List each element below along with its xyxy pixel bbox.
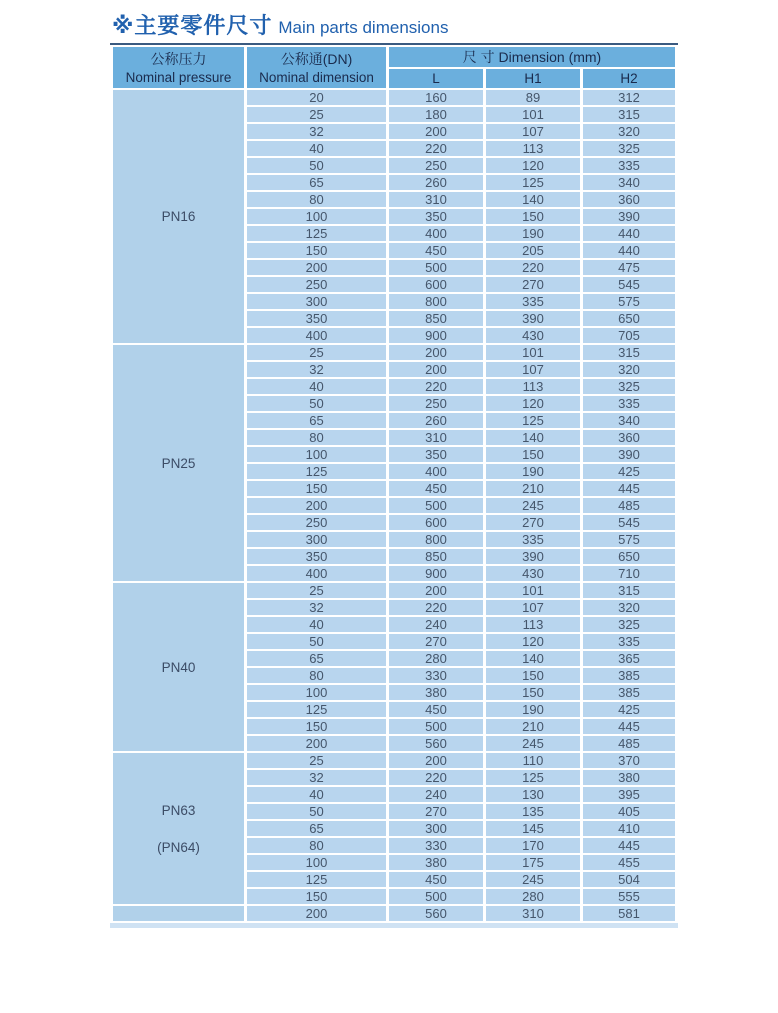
pressure-label-pn63: PN63 (PN64) [113,753,244,904]
dimension-value: 340 [583,175,675,190]
dimension-value: 130 [486,787,580,802]
dimension-value: 320 [583,362,675,377]
header-col-L: L [389,69,483,88]
header-col-H1: H1 [486,69,580,88]
dimension-value: 310 [389,430,483,445]
dimension-value: 900 [389,328,483,343]
dimension-value: 125 [486,175,580,190]
dimension-value: 360 [583,430,675,445]
dimension-value: 20 [247,90,386,105]
dimension-value: 100 [247,855,386,870]
dimension-value: 110 [486,753,580,768]
dimension-value: 365 [583,651,675,666]
dimension-value: 270 [486,515,580,530]
dimension-value: 120 [486,158,580,173]
dimension-value: 260 [389,413,483,428]
dimension-value: 410 [583,821,675,836]
dimension-value: 600 [389,277,483,292]
header-nominal-dimension-en: Nominal dimension [259,69,374,85]
dimension-value: 400 [247,328,386,343]
dimension-value: 900 [389,566,483,581]
dimension-value: 485 [583,498,675,513]
dimension-value: 500 [389,889,483,904]
dimension-value: 425 [583,464,675,479]
dimension-value: 450 [389,702,483,717]
dimension-value: 320 [583,600,675,615]
dimension-value: 250 [247,515,386,530]
dimension-value: 575 [583,294,675,309]
dimension-value: 405 [583,804,675,819]
header-nominal-pressure-en: Nominal pressure [125,69,232,85]
dimension-value: 315 [583,107,675,122]
dimension-value: 370 [583,753,675,768]
page-title [112,4,448,41]
dimension-value: 380 [389,855,483,870]
dimension-value: 113 [486,379,580,394]
dimension-value: 65 [247,175,386,190]
dimension-value: 40 [247,787,386,802]
dimension-value: 335 [583,396,675,411]
dimension-value: 150 [486,447,580,462]
dimension-value: 440 [583,226,675,241]
dimension-value: 180 [389,107,483,122]
dimension-value: 390 [583,209,675,224]
dimension-value: 310 [486,906,580,921]
dimension-value: 245 [486,872,580,887]
dimension-value: 705 [583,328,675,343]
dimension-value: 320 [583,124,675,139]
dimension-value: 300 [247,532,386,547]
dimension-value: 125 [247,872,386,887]
dimension-value: 245 [486,736,580,751]
dimension-value: 125 [486,413,580,428]
dimension-value: 150 [247,481,386,496]
table-row [113,906,675,921]
dimension-value: 40 [247,379,386,394]
header-nominal-pressure [113,47,244,88]
header-nominal-dimension-zh: 公称通(DN) [280,50,353,67]
pressure-label-pn25: PN25 [113,345,244,581]
page-title-chinese: ※主要零件尺寸 [112,13,273,38]
dimension-value: 335 [583,158,675,173]
dimension-value: 140 [486,651,580,666]
dimension-value: 125 [247,702,386,717]
dimension-value: 200 [389,753,483,768]
dimension-value: 170 [486,838,580,853]
dimension-value: 25 [247,345,386,360]
dimension-value: 800 [389,294,483,309]
dimension-value: 335 [486,532,580,547]
dimension-value: 390 [583,447,675,462]
dimension-value: 205 [486,243,580,258]
dimension-value: 270 [389,804,483,819]
dimension-value: 385 [583,685,675,700]
header-col-H2: H2 [583,69,675,88]
dimension-value: 600 [389,515,483,530]
dimension-value: 340 [583,413,675,428]
dimension-value: 545 [583,277,675,292]
dimension-value: 430 [486,328,580,343]
dimension-value: 40 [247,141,386,156]
dimension-value: 400 [389,226,483,241]
dimension-value: 140 [486,192,580,207]
dimension-value: 315 [583,583,675,598]
dimension-value: 850 [389,549,483,564]
dimension-value: 485 [583,736,675,751]
dimension-value: 455 [583,855,675,870]
dimension-value: 200 [389,362,483,377]
dimension-value: 330 [389,838,483,853]
table-header [113,47,675,88]
dimension-value: 650 [583,311,675,326]
dimension-value: 380 [389,685,483,700]
dimension-value: 575 [583,532,675,547]
dimension-value: 190 [486,464,580,479]
dimension-value: 50 [247,804,386,819]
dimension-value: 560 [389,906,483,921]
dimensions-table [110,45,678,923]
dimension-value: 125 [486,770,580,785]
page-title-english: Main parts dimensions [278,18,449,37]
dimension-value: 710 [583,566,675,581]
dimension-value: 65 [247,413,386,428]
dimension-value: 125 [247,464,386,479]
dimension-value: 210 [486,481,580,496]
dimension-value: 200 [247,260,386,275]
dimension-value: 310 [389,192,483,207]
dimension-value: 581 [583,906,675,921]
dimension-value: 120 [486,396,580,411]
dimension-value: 200 [247,498,386,513]
dimension-value: 80 [247,668,386,683]
dimension-value: 545 [583,515,675,530]
dimension-value: 107 [486,600,580,615]
dimension-value: 260 [389,175,483,190]
dimension-value: 150 [247,719,386,734]
dimension-value: 445 [583,481,675,496]
dimension-value: 25 [247,583,386,598]
header-dimension-group: 尺 寸 Dimension (mm) [389,47,675,67]
table-row [113,583,675,598]
dimension-value: 100 [247,447,386,462]
dimension-value: 850 [389,311,483,326]
header-nominal-pressure-zh: 公称压力 [150,50,207,67]
dimension-value: 395 [583,787,675,802]
pressure-label-pn40: PN40 [113,583,244,751]
dimension-value: 385 [583,668,675,683]
dimension-value: 113 [486,617,580,632]
dimension-value: 200 [389,124,483,139]
header-nominal-dimension [247,47,386,88]
dimension-value: 280 [389,651,483,666]
dimension-value: 390 [486,311,580,326]
dimension-value: 220 [389,770,483,785]
dimension-value: 500 [389,498,483,513]
table-row [113,90,675,105]
dimension-value: 150 [486,685,580,700]
dimension-value: 245 [486,498,580,513]
dimension-value: 80 [247,430,386,445]
dimension-value: 135 [486,804,580,819]
dimension-value: 350 [247,549,386,564]
dimension-value: 150 [486,668,580,683]
dimension-value: 32 [247,600,386,615]
dimension-value: 400 [247,566,386,581]
dimension-value: 220 [389,141,483,156]
dimension-value: 312 [583,90,675,105]
table-cutoff-strip [110,923,678,928]
dimension-value: 210 [486,719,580,734]
dimension-value: 335 [583,634,675,649]
main-parts-dimensions-table [110,43,678,928]
dimension-value: 350 [389,447,483,462]
dimension-value: 80 [247,192,386,207]
dimension-value: 150 [247,889,386,904]
dimension-value: 390 [486,549,580,564]
dimension-value: 65 [247,821,386,836]
dimension-value: 125 [247,226,386,241]
dimension-value: 350 [389,209,483,224]
dimension-value: 555 [583,889,675,904]
dimension-value: 32 [247,770,386,785]
dimension-value: 475 [583,260,675,275]
dimension-value: 113 [486,141,580,156]
dimension-value: 200 [247,906,386,921]
dimension-value: 325 [583,379,675,394]
dimension-value: 101 [486,107,580,122]
dimension-value: 270 [389,634,483,649]
dimension-value: 380 [583,770,675,785]
dimension-value: 240 [389,617,483,632]
dimension-value: 140 [486,430,580,445]
dimension-value: 190 [486,226,580,241]
dimension-value: 65 [247,651,386,666]
dimension-value: 160 [389,90,483,105]
dimension-value: 445 [583,838,675,853]
dimension-value: 425 [583,702,675,717]
pressure-label [113,906,244,921]
dimension-value: 450 [389,243,483,258]
dimension-value: 150 [247,243,386,258]
dimension-value: 400 [389,464,483,479]
dimension-value: 150 [486,209,580,224]
dimension-value: 330 [389,668,483,683]
dimension-value: 175 [486,855,580,870]
dimension-value: 100 [247,685,386,700]
dimension-value: 25 [247,753,386,768]
dimension-value: 450 [389,481,483,496]
dimension-value: 120 [486,634,580,649]
dimension-value: 220 [486,260,580,275]
dimension-value: 107 [486,124,580,139]
dimension-value: 50 [247,158,386,173]
dimension-value: 89 [486,90,580,105]
pressure-label-pn16: PN16 [113,90,244,343]
dimension-value: 190 [486,702,580,717]
dimension-value: 800 [389,532,483,547]
dimension-value: 200 [389,345,483,360]
dimension-value: 107 [486,362,580,377]
dimension-value: 32 [247,124,386,139]
dimension-value: 145 [486,821,580,836]
dimension-value: 350 [247,311,386,326]
dimension-value: 80 [247,838,386,853]
dimension-value: 500 [389,719,483,734]
dimension-value: 220 [389,600,483,615]
dimension-value: 240 [389,787,483,802]
dimension-value: 300 [247,294,386,309]
dimension-value: 40 [247,617,386,632]
table-row [113,345,675,360]
dimension-value: 560 [389,736,483,751]
dimension-value: 325 [583,141,675,156]
dimension-value: 315 [583,345,675,360]
dimension-value: 325 [583,617,675,632]
dimension-value: 335 [486,294,580,309]
dimension-value: 650 [583,549,675,564]
dimension-value: 25 [247,107,386,122]
dimension-value: 500 [389,260,483,275]
dimension-value: 101 [486,345,580,360]
dimension-value: 101 [486,583,580,598]
table-body [113,90,675,921]
dimension-value: 32 [247,362,386,377]
dimension-value: 100 [247,209,386,224]
dimension-value: 450 [389,872,483,887]
dimension-value: 250 [389,396,483,411]
table-row [113,753,675,768]
dimension-value: 445 [583,719,675,734]
dimension-value: 360 [583,192,675,207]
dimension-value: 250 [389,158,483,173]
dimension-value: 280 [486,889,580,904]
dimension-value: 200 [247,736,386,751]
dimension-value: 300 [389,821,483,836]
dimension-value: 270 [486,277,580,292]
dimension-value: 440 [583,243,675,258]
dimension-value: 220 [389,379,483,394]
dimension-value: 504 [583,872,675,887]
dimension-value: 50 [247,396,386,411]
dimension-value: 430 [486,566,580,581]
dimension-value: 200 [389,583,483,598]
dimension-value: 250 [247,277,386,292]
dimension-value: 50 [247,634,386,649]
